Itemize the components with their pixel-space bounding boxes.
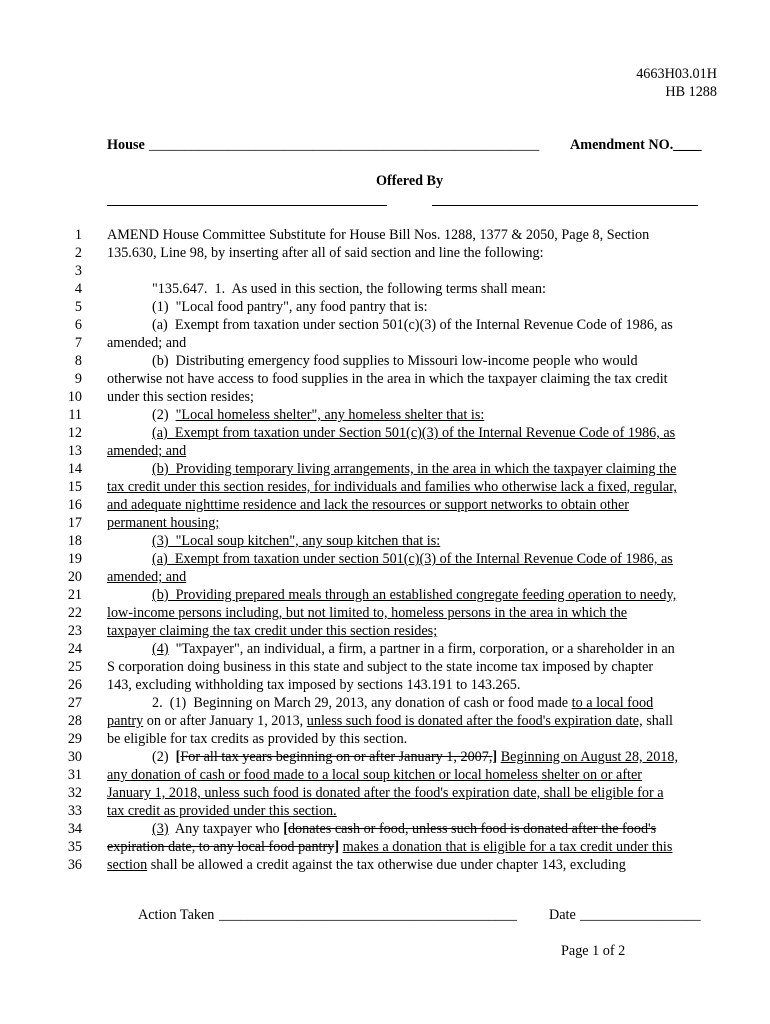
line-text [152, 316, 673, 334]
plain-text: otherwise not have access to food supplies in the area in which the taxpayer claiming the tax credit [107, 371, 668, 387]
line-text [152, 352, 638, 370]
line-text [107, 658, 653, 676]
plain-text: (b) Distributing emergency food supplies to Missouri low-income people who would [152, 353, 638, 369]
line-text [152, 424, 675, 442]
inserted-text: (b) Providing prepared meals through an established congregate feeding operation to needy, [152, 587, 677, 603]
inserted-text: section [107, 857, 148, 873]
line-text [107, 496, 629, 514]
line-number: 24 [67, 641, 82, 657]
amendment-number-label: Amendment NO.____ [570, 137, 702, 153]
line-text [107, 244, 544, 262]
line-number: 31 [67, 767, 82, 783]
inserted-text: low-income persons including, but not limited to, homeless persons in the area in which the [107, 605, 628, 621]
line-number: 5 [74, 299, 82, 315]
inserted-text: any donation of cash or food made to a local soup kitchen or local homeless shelter on or after [107, 767, 643, 783]
plain-text: be eligible for tax credits as provided by this section. [107, 731, 408, 747]
offered-by-label: Offered By [376, 173, 444, 189]
line-number: 36 [67, 857, 82, 873]
deletion-bracket: ] [334, 839, 340, 855]
line-number: 33 [67, 803, 82, 819]
inserted-text: (b) Providing temporary living arrangements, in the area in which the taxpayer claiming the [152, 461, 677, 477]
line-number: 15 [67, 479, 82, 495]
plain-text: (2) [152, 749, 176, 765]
inserted-text: unless such food is donated after the food's expiration date, [306, 713, 643, 729]
line-number: 27 [67, 695, 82, 711]
line-number: 4 [74, 281, 82, 297]
inserted-text: and adequate nighttime residence and lack the resources or support networks to obtain other [107, 497, 630, 513]
inserted-text: to a local food [571, 695, 654, 711]
line-number: 11 [68, 407, 82, 423]
plain-text: "Taxpayer", an individual, a firm, a partner in a firm, corporation, or a shareholder in an [168, 641, 675, 657]
inserted-text: permanent housing; [107, 515, 220, 531]
line-text [107, 676, 520, 694]
deletion-bracket: ] [492, 749, 498, 765]
deleted-text: expiration date, to any local food pantry [107, 839, 335, 855]
line-text [107, 370, 668, 388]
line-number: 12 [67, 425, 82, 441]
line-number: 34 [67, 821, 82, 837]
plain-text: on or after January 1, 2013, [143, 713, 307, 729]
line-text [152, 532, 440, 550]
text-line [0, 802, 770, 820]
line-number: 1 [74, 227, 82, 243]
sponsor-line-left [107, 205, 387, 206]
text-line [0, 298, 770, 316]
text-line [0, 406, 770, 424]
line-text [152, 550, 673, 568]
deletion-bracket: [ [283, 821, 288, 837]
line-text [107, 514, 219, 532]
line-text [152, 748, 678, 766]
line-number: 7 [74, 335, 82, 351]
text-line [0, 748, 770, 766]
line-text [107, 622, 437, 640]
bill-number: HB 1288 [665, 84, 717, 100]
text-line [0, 262, 770, 280]
line-number: 19 [67, 551, 82, 567]
deleted-text: donates cash or food, unless such food is donated after the food's [287, 821, 657, 837]
line-number: 18 [67, 533, 82, 549]
plain-text: S corporation doing business in this state and subject to the state income tax imposed by chapter [107, 659, 654, 675]
line-text [152, 586, 676, 604]
deleted-text: For all tax years beginning on or after January 1, 2007, [180, 749, 493, 765]
line-text [107, 730, 407, 748]
line-text [152, 640, 675, 658]
inserted-text: amended; and [107, 569, 187, 585]
inserted-text: tax credit as provided under this section. [107, 803, 337, 819]
plain-text: shall [642, 713, 673, 729]
inserted-text: makes a donation that is eligible for a tax credit under this [342, 839, 673, 855]
line-number: 16 [67, 497, 82, 513]
inserted-text: January 1, 2018, unless such food is donated after the food's expiration date, shall be eligible for a [107, 785, 664, 801]
plain-text: 2. (1) Beginning on March 29, 2013, any donation of cash or food made [152, 695, 572, 711]
text-line [0, 568, 770, 586]
line-number: 21 [67, 587, 82, 603]
plain-text: 135.630, Line 98, by inserting after all of said section and line the following: [107, 245, 544, 261]
line-number: 14 [67, 461, 82, 477]
line-text [107, 856, 626, 874]
text-line [0, 856, 770, 874]
line-text [107, 802, 337, 820]
line-number: 3 [74, 263, 82, 279]
inserted-text: tax credit under this section resides, for individuals and families who otherwise lack a fixed, regular, [107, 479, 677, 495]
amendment-text [0, 226, 770, 874]
text-line [0, 370, 770, 388]
text-line [0, 244, 770, 262]
text-line [0, 280, 770, 298]
inserted-text: (4) [152, 641, 169, 657]
text-line [0, 352, 770, 370]
inserted-text: amended; and [107, 443, 187, 459]
text-line [0, 460, 770, 478]
text-line [0, 316, 770, 334]
line-text [152, 406, 484, 424]
action-taken-label: Action Taken [138, 907, 215, 923]
text-line [0, 478, 770, 496]
text-line [0, 550, 770, 568]
line-text [107, 478, 677, 496]
line-number: 22 [67, 605, 82, 621]
text-line [0, 496, 770, 514]
line-text [107, 766, 642, 784]
line-number: 9 [74, 371, 82, 387]
text-line [0, 820, 770, 838]
deletion-bracket: [ [175, 749, 181, 765]
line-number: 23 [67, 623, 82, 639]
text-line [0, 730, 770, 748]
line-text [152, 460, 676, 478]
plain-text: (1) "Local food pantry", any food pantry that is: [152, 299, 428, 315]
line-number: 17 [67, 515, 82, 531]
text-line [0, 604, 770, 622]
plain-text: "135.647. 1. As used in this section, the following terms shall mean: [152, 281, 546, 297]
text-line [0, 388, 770, 406]
line-number: 2 [74, 245, 82, 261]
line-number: 32 [67, 785, 82, 801]
plain-text: under this section resides; [107, 389, 254, 405]
inserted-text: Beginning on August 28, 2018, [500, 749, 679, 765]
text-line [0, 766, 770, 784]
text-line [0, 694, 770, 712]
line-text [152, 280, 546, 298]
plain-text: amended; and [107, 335, 187, 351]
inserted-text: (a) Exempt from taxation under section 501(c)(3) of the Internal Revenue Code of 1986, as [152, 551, 673, 567]
line-number: 35 [67, 839, 82, 855]
text-line [0, 442, 770, 460]
text-line [0, 712, 770, 730]
line-number: 20 [67, 569, 82, 585]
plain-text: (a) Exempt from taxation under section 501(c)(3) of the Internal Revenue Code of 1986, as [152, 317, 673, 333]
text-line [0, 640, 770, 658]
text-line [0, 226, 770, 244]
plain-text: Any taxpayer who [168, 821, 284, 837]
text-line [0, 622, 770, 640]
text-line [0, 586, 770, 604]
house-blank: _______________________________________________________ [149, 137, 540, 153]
line-number: 29 [67, 731, 82, 747]
text-line [0, 676, 770, 694]
text-line [0, 514, 770, 532]
line-number: 28 [67, 713, 82, 729]
inserted-text: "Local homeless shelter", any homeless shelter that is: [175, 407, 485, 423]
line-number: 30 [67, 749, 82, 765]
line-text [107, 388, 254, 406]
inserted-text: pantry [107, 713, 144, 729]
date-label: Date [549, 907, 576, 923]
text-line [0, 334, 770, 352]
text-line [0, 784, 770, 802]
line-text [107, 226, 649, 244]
plain-text: 143, excluding withholding tax imposed by sections 143.191 to 143.265. [107, 677, 521, 693]
inserted-text: (3) "Local soup kitchen", any soup kitchen that is: [152, 533, 441, 549]
plain-text: shall be allowed a credit against the tax otherwise due under chapter 143, excluding [147, 857, 626, 873]
line-text [107, 604, 627, 622]
page-number: Page 1 of 2 [561, 943, 626, 959]
action-taken-blank: __________________________________________ [219, 907, 517, 923]
text-line [0, 532, 770, 550]
line-text [107, 712, 673, 730]
house-label: House [107, 137, 145, 153]
line-number: 6 [74, 317, 82, 333]
line-number: 26 [67, 677, 82, 693]
text-line [0, 838, 770, 856]
sponsor-line-right [432, 205, 698, 206]
line-text [107, 838, 672, 856]
text-line [0, 658, 770, 676]
date-blank: _________________ [580, 907, 701, 923]
line-text [152, 298, 428, 316]
plain-text: AMEND House Committee Substitute for House Bill Nos. 1288, 1377 & 2050, Page 8, Section [107, 227, 650, 243]
line-number: 10 [67, 389, 82, 405]
line-text [107, 568, 186, 586]
inserted-text: taxpayer claiming the tax credit under this section resides; [107, 623, 438, 639]
line-number: 13 [67, 443, 82, 459]
line-text [152, 694, 653, 712]
plain-text: (2) [152, 407, 176, 423]
inserted-text: (3) [152, 821, 169, 837]
line-text [107, 442, 186, 460]
inserted-text: (a) Exempt from taxation under Section 501(c)(3) of the Internal Revenue Code of 1986, as [152, 425, 676, 441]
line-number: 8 [74, 353, 82, 369]
line-text [107, 784, 664, 802]
line-text [107, 334, 186, 352]
line-text [152, 820, 656, 838]
text-line [0, 424, 770, 442]
line-number: 25 [67, 659, 82, 675]
doc-code: 4663H03.01H [636, 66, 717, 82]
